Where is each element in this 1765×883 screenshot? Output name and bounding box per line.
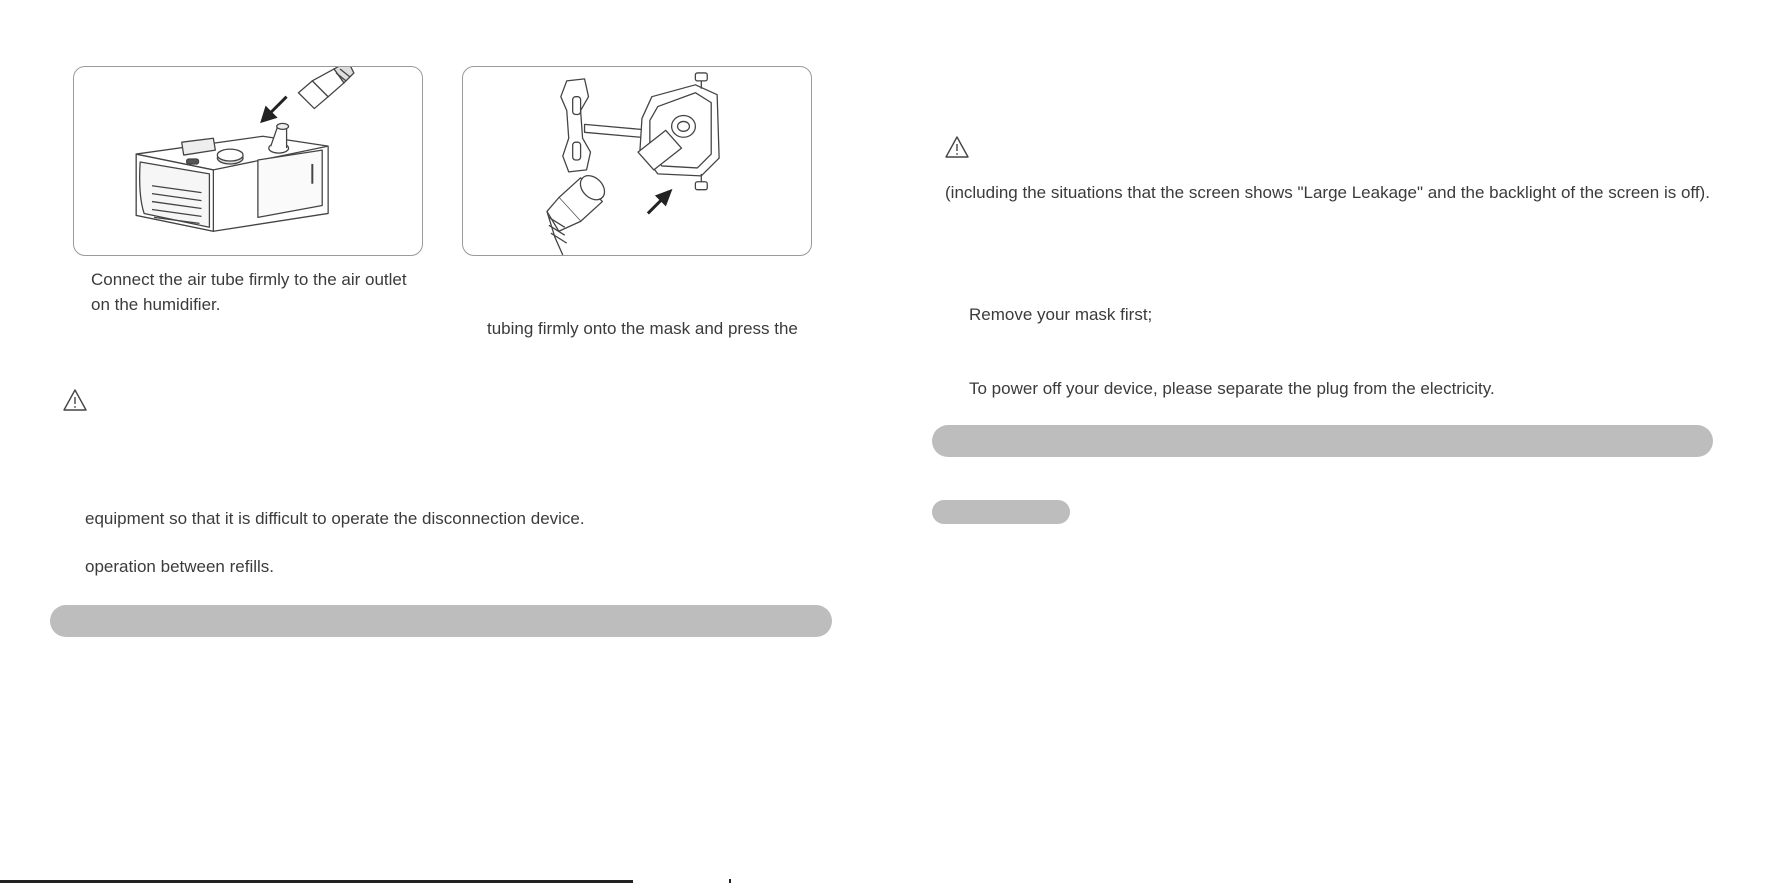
bottom-tick-mark — [729, 879, 731, 883]
figure-1-caption-line-1: Connect the air tube firmly to the air outlet — [91, 270, 407, 289]
figure-2-caption-line: tubing firmly onto the mask and press the — [487, 319, 798, 338]
step-remove-mask: Remove your mask first; — [969, 305, 1153, 324]
cpap-device-illustration — [74, 67, 422, 255]
warning-triangle-icon — [944, 135, 970, 159]
right-section-bar — [932, 425, 1713, 457]
left-warning-line-2: operation between refills. — [85, 557, 275, 576]
figure-device-air-tube — [73, 66, 423, 256]
step-power-off: To power off your device, please separate the plug from the electricity. — [969, 379, 1495, 398]
mask-tubing-illustration — [463, 67, 811, 255]
right-warning-line: (including the situations that the screen shows "Large Leakage" and the backlight of the screen is off). — [945, 183, 1710, 202]
right-subsection-tag — [932, 500, 1070, 524]
left-warning-line-1: equipment so that it is difficult to operate the disconnection device. — [85, 509, 585, 528]
left-section-bar — [50, 605, 832, 637]
warning-triangle-icon — [62, 388, 88, 412]
figure-1-caption-line-2: on the humidifier. — [91, 295, 221, 314]
figure-mask-tubing — [462, 66, 812, 256]
